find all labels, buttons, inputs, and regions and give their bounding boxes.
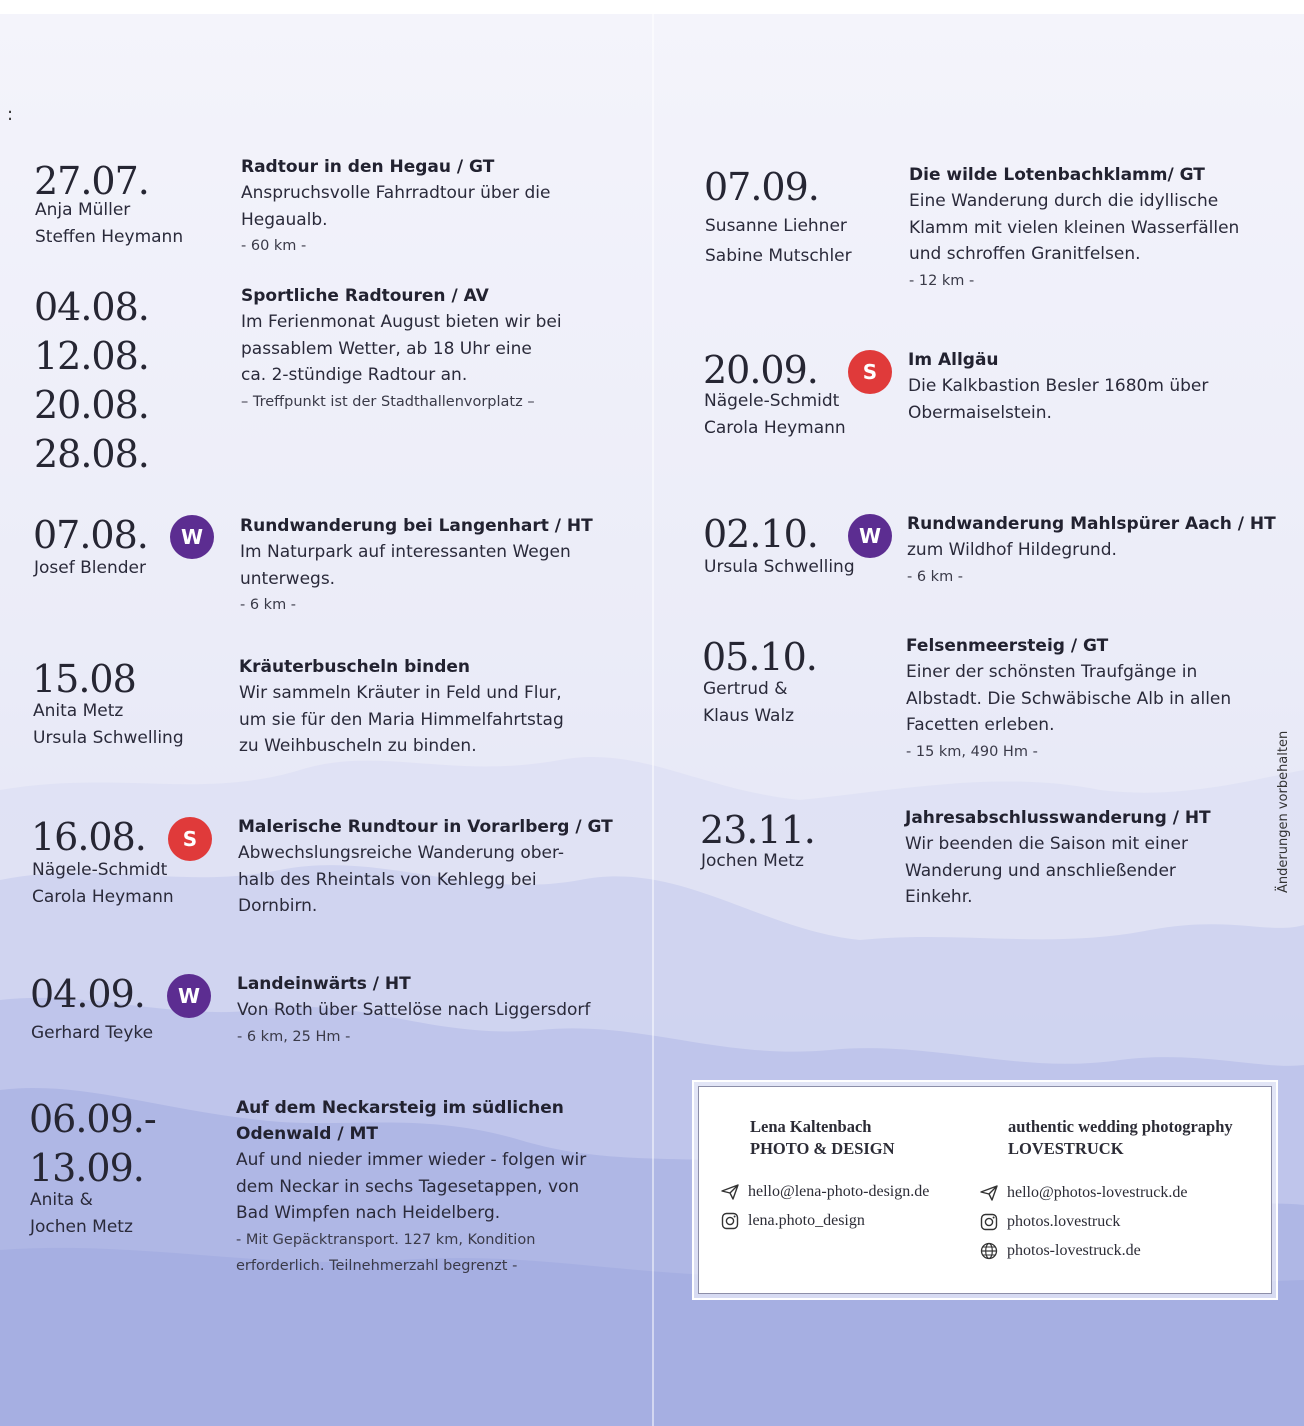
event-text-line: Dornbirn. xyxy=(238,896,318,916)
event-text-line: Die Kalkbastion Besler 1680m über xyxy=(908,376,1209,396)
event-title: Sportliche Radtouren / AV xyxy=(241,286,489,306)
event-text-line: und schroffen Granitfelsen. xyxy=(909,244,1141,264)
event-note: - Mit Gepäcktransport. 127 km, Kondition xyxy=(236,1231,536,1248)
event-date: 15.08 xyxy=(32,657,136,701)
event-title: Im Allgäu xyxy=(908,350,999,370)
ad-left-name: Lena Kaltenbach xyxy=(750,1117,872,1136)
event-description xyxy=(908,347,1288,426)
leader-name: Anja Müller xyxy=(35,200,131,220)
event-description xyxy=(241,154,621,259)
event-leaders xyxy=(703,676,794,730)
event-leaders xyxy=(705,211,852,271)
ad-right-contacts xyxy=(979,1178,1187,1265)
event-text-line: Klamm mit vielen kleinen Wasserfällen xyxy=(909,217,1240,238)
ad-right-tagline: authentic wedding photography xyxy=(1008,1117,1233,1136)
ad-left-instagram-row[interactable] xyxy=(720,1206,929,1235)
leader-name: Nägele-Schmidt xyxy=(704,391,840,411)
event-note: - 6 km - xyxy=(240,597,297,613)
event-text-line: halb des Rheintals von Kehlegg bei xyxy=(238,869,537,890)
event-text-line: Einkehr. xyxy=(905,887,973,907)
leader-name: Carola Heymann xyxy=(32,887,174,907)
event-description xyxy=(237,971,617,1050)
event-date: 02.10. xyxy=(703,512,818,556)
event-description xyxy=(909,162,1289,294)
fold-line xyxy=(652,0,654,1426)
event-note: – Treffpunkt ist der Stadthallenvorplatz – xyxy=(241,393,535,410)
event-text-line: Hegaualb. xyxy=(241,209,328,230)
leader-name: Jochen Metz xyxy=(701,851,804,871)
ad-left-column xyxy=(750,1116,895,1160)
event-leaders xyxy=(704,388,846,442)
event-date: 06.09.- 13.09. xyxy=(29,1097,156,1190)
instagram-icon xyxy=(720,1211,740,1231)
leader-name: Sabine Mutschler xyxy=(705,246,852,266)
colon-mark: : xyxy=(7,104,14,125)
leader-name: Ursula Schwelling xyxy=(704,557,855,577)
event-leaders xyxy=(704,554,855,581)
leader-name: Gertrud & xyxy=(703,679,788,699)
ad-right-instagram[interactable]: photos.lovestruck xyxy=(1007,1213,1121,1230)
event-text-line: Im Naturpark auf interessanten Wegen xyxy=(240,542,571,562)
ad-right-email[interactable]: hello@photos-lovestruck.de xyxy=(1007,1184,1188,1201)
event-leaders xyxy=(31,1020,153,1047)
event-text-line: Facetten erleben. xyxy=(906,715,1055,735)
event-date: 05.10. xyxy=(702,635,817,679)
event-title: Radtour in den Hegau / GT xyxy=(241,157,495,177)
ad-right-column xyxy=(1008,1116,1233,1160)
instagram-icon xyxy=(979,1212,999,1232)
event-text-line: zu Weihbuscheln zu binden. xyxy=(239,736,477,756)
event-title: Malerische Rundtour in Vorarlberg / GT xyxy=(238,817,613,837)
event-date: 04.08. 12.08. 20.08. 28.08. xyxy=(34,285,149,476)
event-date: 07.08. xyxy=(33,513,148,557)
event-description xyxy=(240,513,620,618)
paper-plane-icon xyxy=(979,1183,999,1203)
event-description xyxy=(905,805,1285,911)
ad-right-instagram-row[interactable] xyxy=(979,1207,1187,1236)
event-description xyxy=(241,283,621,415)
paper-plane-icon xyxy=(720,1182,740,1202)
event-text-line: Wir beenden die Saison mit einer xyxy=(905,834,1188,854)
event-title: Landeinwärts / HT xyxy=(237,974,411,994)
event-text-line: zum Wildhof Hildegrund. xyxy=(907,540,1117,560)
event-note: - 12 km - xyxy=(909,272,975,289)
event-text-line: dem Neckar in sechs Tagesetappen, von xyxy=(236,1176,580,1197)
event-leaders xyxy=(701,848,804,875)
leader-name: Josef Blender xyxy=(34,558,146,578)
event-note: - 6 km, 25 Hm - xyxy=(237,1028,351,1045)
event-text-line: Einer der schönsten Traufgänge in xyxy=(906,662,1198,682)
leader-name: Gerhard Teyke xyxy=(31,1023,154,1043)
leader-name: Nägele-Schmidt xyxy=(32,860,168,880)
event-note: - 60 km - xyxy=(241,238,307,254)
event-text-line: Albstadt. Die Schwäbische Alb in allen xyxy=(906,688,1232,709)
event-date: 27.07. xyxy=(34,159,149,203)
event-date: 16.08. xyxy=(31,815,146,859)
event-text-line: Im Ferienmonat August bieten wir bei xyxy=(241,312,562,332)
leader-name: Carola Heymann xyxy=(704,418,846,438)
event-title: Auf dem Neckarsteig im südlichen Odenwald / MT xyxy=(236,1098,564,1144)
ad-right-web-row[interactable] xyxy=(979,1236,1187,1265)
event-text-line: ca. 2-stündige Radtour an. xyxy=(241,365,468,385)
event-text-line: Wir sammeln Kräuter in Feld und Flur, xyxy=(239,683,562,703)
special-badge: S xyxy=(168,817,212,861)
event-text-line: Wanderung und anschließender xyxy=(905,860,1176,881)
special-badge: S xyxy=(848,350,892,394)
event-leaders xyxy=(35,197,183,251)
hiking-badge: W xyxy=(848,514,892,558)
event-title: Kräuterbuscheln binden xyxy=(239,657,471,677)
event-text-line: um sie für den Maria Himmelfahrtstag xyxy=(239,709,564,730)
ad-left-contacts xyxy=(720,1177,929,1235)
leader-name: Steffen Heymann xyxy=(35,227,184,247)
event-text-line: passablem Wetter, ab 18 Uhr eine xyxy=(241,338,532,359)
event-text-line: Anspruchsvolle Fahrradtour über die xyxy=(241,183,551,203)
ad-right-web[interactable]: photos-lovestruck.de xyxy=(1007,1242,1141,1259)
event-text-line: Obermaiselstein. xyxy=(908,402,1052,423)
event-leaders xyxy=(32,857,174,911)
event-leaders xyxy=(33,698,184,752)
event-title: Die wilde Lotenbachklamm/ GT xyxy=(909,165,1205,185)
event-text-line: Von Roth über Sattelöse nach Liggersdorf xyxy=(237,1000,591,1020)
event-text-line: Auf und nieder immer wieder - folgen wir xyxy=(236,1150,587,1170)
event-date: 07.09. xyxy=(704,165,819,209)
event-date: 04.09. xyxy=(30,972,145,1016)
ad-left-instagram[interactable]: lena.photo_design xyxy=(748,1212,865,1229)
event-description xyxy=(907,511,1287,590)
event-text-line: Abwechslungsreiche Wanderung ober- xyxy=(238,843,565,863)
event-leaders xyxy=(34,555,146,582)
event-date: 20.09. xyxy=(703,348,818,392)
event-title: Felsenmeersteig / GT xyxy=(906,636,1109,656)
event-date: 23.11. xyxy=(700,808,815,852)
event-description xyxy=(906,633,1286,765)
event-text-line: unterwegs. xyxy=(240,568,336,589)
event-description xyxy=(236,1095,616,1279)
event-title: Rundwanderung Mahlspürer Aach / HT xyxy=(907,514,1276,534)
event-description xyxy=(238,814,618,920)
event-description xyxy=(239,654,619,760)
event-text-line: Eine Wanderung durch die idyllische xyxy=(909,191,1219,211)
changes-reserved-note: Änderungen vorbehalten xyxy=(1276,730,1291,893)
event-leaders xyxy=(30,1187,133,1241)
leader-name: Jochen Metz xyxy=(30,1217,133,1237)
hiking-badge: W xyxy=(167,974,211,1018)
ad-right-brand: LOVESTRUCK xyxy=(1008,1139,1124,1158)
ad-left-email[interactable]: hello@lena-photo-design.de xyxy=(748,1183,930,1200)
leader-name: Susanne Liehner xyxy=(705,216,847,236)
leader-name: Klaus Walz xyxy=(703,706,795,726)
leader-name: Anita & xyxy=(30,1190,93,1210)
event-note: - 6 km - xyxy=(907,568,964,585)
leader-name: Anita Metz xyxy=(33,701,124,721)
event-title: Rundwanderung bei Langenhart / HT xyxy=(240,516,593,536)
hiking-badge: W xyxy=(170,515,214,559)
ad-right-email-row[interactable] xyxy=(979,1178,1187,1207)
leader-name: Ursula Schwelling xyxy=(33,728,184,748)
event-title: Jahresabschlusswanderung / HT xyxy=(905,808,1211,828)
event-text-line: Bad Wimpfen nach Heidelberg. xyxy=(236,1203,501,1223)
globe-icon xyxy=(979,1241,999,1261)
ad-left-brand: PHOTO & DESIGN xyxy=(750,1139,895,1158)
event-note: - 15 km, 490 Hm - xyxy=(906,743,1038,760)
ad-left-email-row[interactable] xyxy=(720,1177,929,1206)
event-note: erforderlich. Teilnehmerzahl begrenzt - xyxy=(236,1257,518,1274)
